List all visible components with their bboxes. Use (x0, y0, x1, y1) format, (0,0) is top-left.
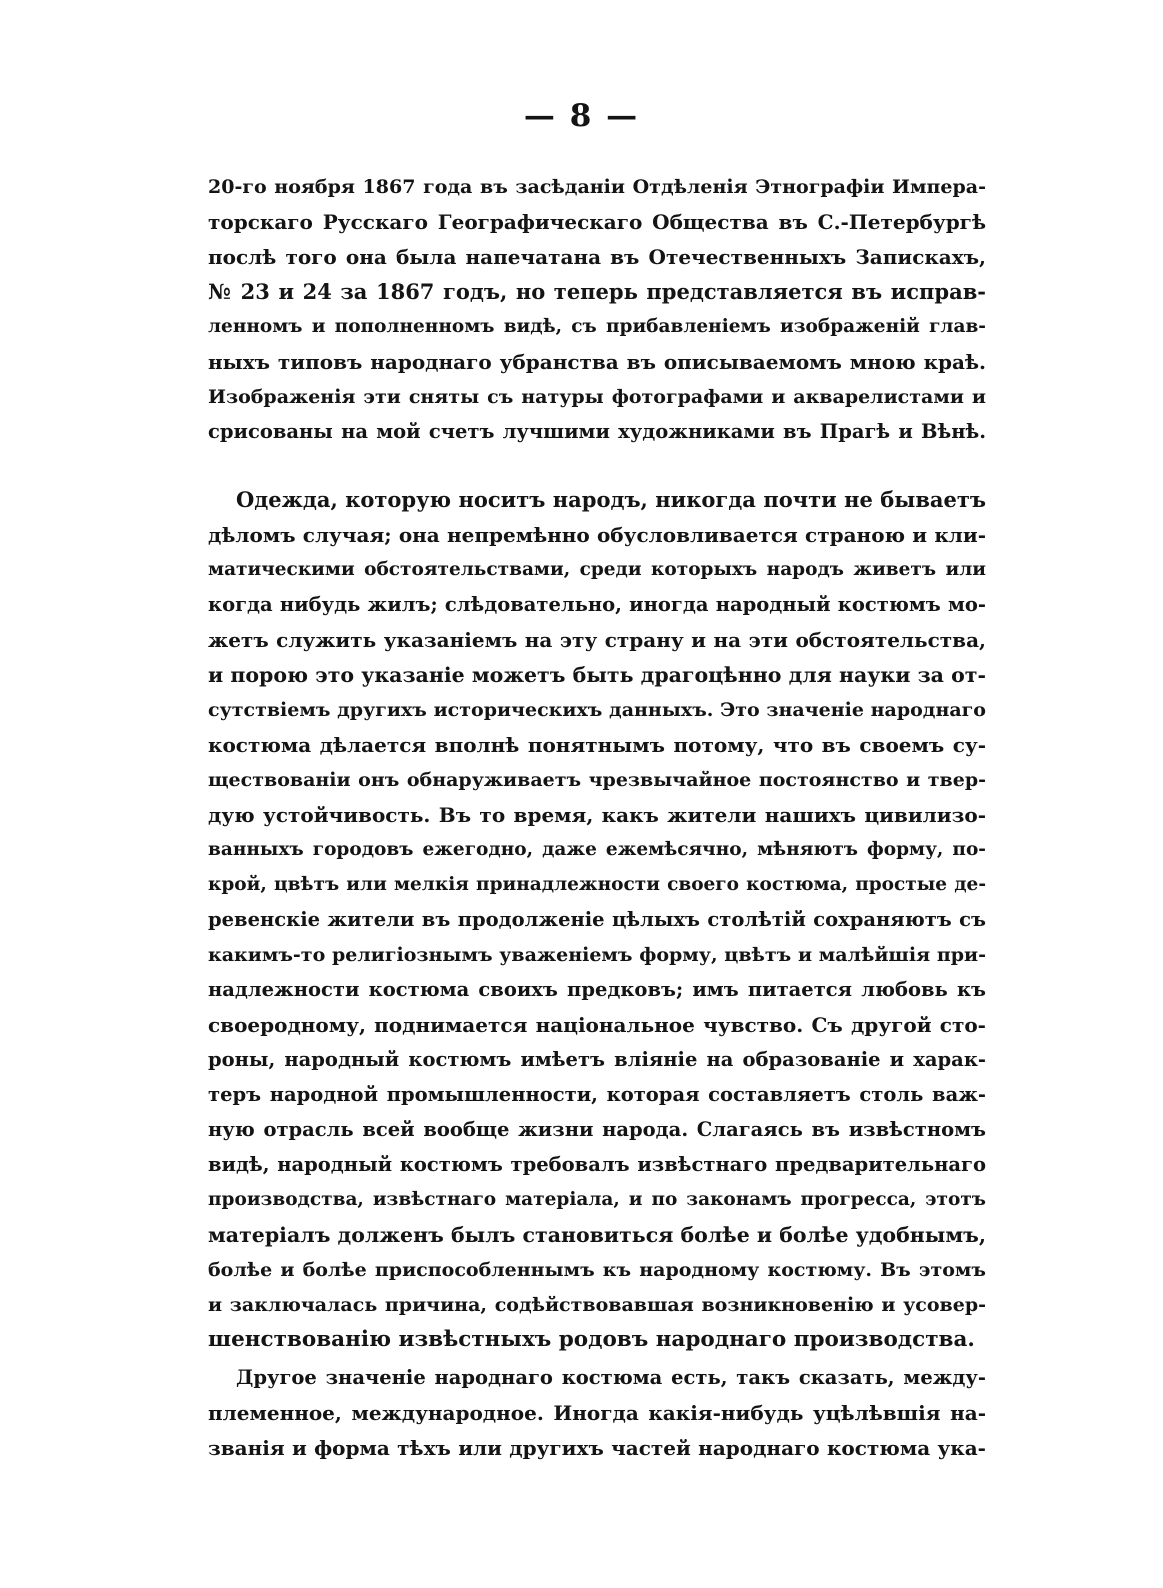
text-line: и заключалась причина, содѣйствовавшая возникновенію и усовер- (208, 1294, 986, 1316)
text-line: когда нибудь жилъ; слѣдовательно, иногда народный костюмъ мо- (208, 593, 986, 616)
text-line: матеріалъ долженъ былъ становиться болѣе и болѣе удобнымъ, (208, 1223, 986, 1247)
text-line: 20-го ноября 1867 года въ засѣданіи Отдѣленія Этнографіи Импера- (208, 176, 986, 198)
text-line: ную отрасль всей вообще жизни народа. Слагаясь въ извѣстномъ (208, 1118, 986, 1141)
text-line: крой, цвѣтъ или мелкія принадлежности своего костюма, простые де- (208, 874, 986, 895)
page-number: — 8 — (523, 98, 640, 134)
text-line: ванныхъ городовъ ежегодно, даже ежемѣсячно, мѣняютъ форму, по- (208, 839, 986, 860)
text-line: дую устойчивость. Въ то время, какъ жители нашихъ цивилизо- (208, 803, 986, 827)
text-line: дѣломъ случая; она непремѣнно обусловливается страною и кли- (208, 523, 986, 547)
text-line: шенствованію извѣстныхъ родовъ народнаго производства. (208, 1327, 975, 1352)
text-line: своеродному, поднимается національное чувство. Съ другой сто- (208, 1013, 986, 1037)
text-line: ныхъ типовъ народнаго убранства въ описываемомъ мною краѣ. (208, 350, 986, 374)
text-line: торскаго Русскаго Географическаго Общества въ С.-Петербургѣ (208, 210, 986, 234)
text-line: Изображенія эти сняты съ натуры фотографами и акварелистами и (208, 386, 986, 408)
text-line: производства, извѣстнаго матеріала, и по законамъ прогресса, этотъ (208, 1189, 986, 1210)
text-line: теръ народной промышленности, которая составляетъ столь важ- (208, 1083, 986, 1106)
text-line: ществованіи онъ обнаруживаетъ чрезвычайное постоянство и твер- (208, 769, 986, 791)
text-line: сутствіемъ другихъ историческихъ данныхъ. Это значеніе народнаго (208, 699, 986, 721)
text-line: ленномъ и пополненномъ видѣ, съ прибавленіемъ изображеній глав- (208, 316, 986, 337)
text-line: видѣ, народный костюмъ требовалъ извѣстнаго предварительнаго (208, 1153, 986, 1176)
text-line: какимъ-то религіознымъ уваженіемъ форму, цвѣтъ и малѣйшія при- (208, 944, 986, 966)
text-line: костюма дѣлается вполнѣ понятнымъ потому, что въ своемъ су- (208, 733, 986, 757)
text-line: жетъ служить указаніемъ на эту страну и на эти обстоятельства, (208, 628, 986, 652)
text-line: срисованы на мой счетъ лучшими художниками въ Прагѣ и Вѣнѣ. (208, 420, 986, 443)
text-line: послѣ того она была напечатана въ Отечественныхъ Запискахъ, (208, 245, 986, 269)
text-line: и порою это указаніе можетъ быть драгоцѣнно для науки за от- (208, 663, 986, 687)
text-line: Другое значеніе народнаго костюма есть, такъ сказать, между- (236, 1366, 986, 1389)
text-line: Одежда, которую носитъ народъ, никогда почти не бываетъ (236, 487, 986, 512)
text-line: № 23 и 24 за 1867 годъ, но теперь представляется въ исправ- (208, 279, 986, 304)
text-line: болѣе и болѣе приспособленнымъ къ народному костюму. Въ этомъ (208, 1259, 986, 1281)
text-line: племенное, международное. Иногда какія-нибудь уцѣлѣвшія на- (208, 1401, 986, 1425)
text-line: надлежности костюма своихъ предковъ; имъ питается любовь къ (208, 978, 986, 1001)
text-line: матическими обстоятельствами, среди которыхъ народъ живетъ или (208, 559, 986, 580)
text-line: званія и форма тѣхъ или другихъ частей народнаго костюма ука- (208, 1436, 986, 1460)
text-line: роны, народный костюмъ имѣетъ вліяніе на образованіе и харак- (208, 1048, 986, 1071)
text-line: ревенскіе жители въ продолженіе цѣлыхъ столѣтій сохраняютъ съ (208, 908, 986, 931)
